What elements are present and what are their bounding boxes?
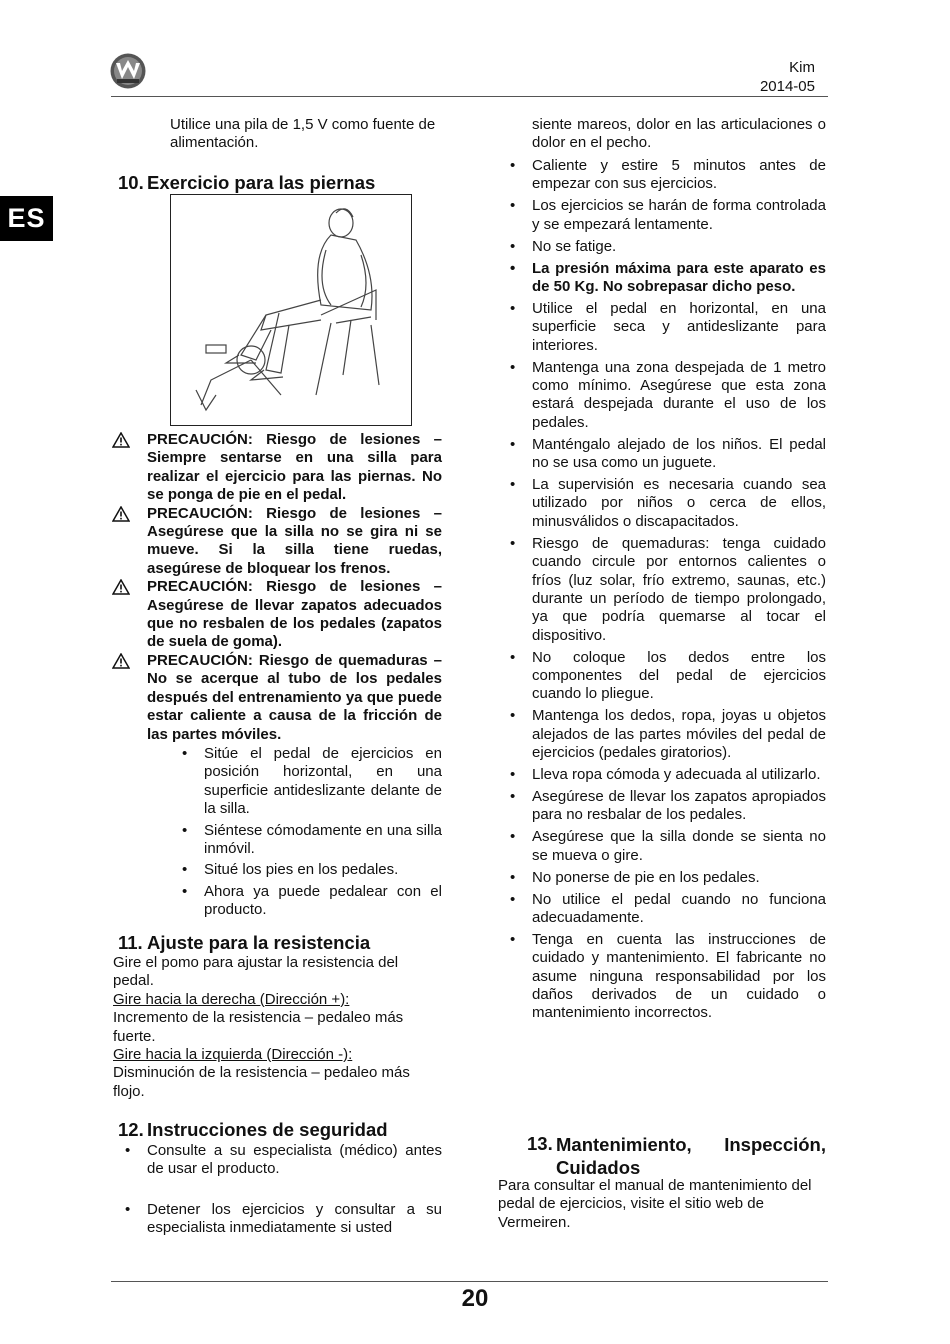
list-item: • Riesgo de quemaduras: tenga cuidado cuando circule por entornos calientes o fríos (luz solar, frío extremo, saunas, etc.) durante un período de tiempo prolongado, ya que podría quemarse al tocar el dispositivo. <box>532 535 826 645</box>
list-item: • La supervisión es necesaria cuando sea utilizado por niños o cerca de ellos, minusválidos o discapacitados. <box>532 476 826 531</box>
warning-item <box>147 505 442 579</box>
list-item: • Situé los pies en los pedales. <box>204 861 442 879</box>
section-10-heading <box>118 172 375 194</box>
warning-text: PRECAUCIÓN: Riesgo de lesiones – Asegúrese que la silla no se gira ni se mueve. Si la silla tiene ruedas, asegúrese de bloquear los frenos. <box>147 504 442 577</box>
list-item: • Mantenga una zona despejada de 1 metro como mínimo. Asegúrese que esta zona estará despejada durante el uso de los pedales. <box>532 359 826 433</box>
leg-exercise-illustration <box>170 194 412 426</box>
list-item: • Caliente y estire 5 minutos antes de empezar con sus ejercicios. <box>532 157 826 194</box>
left-direction-label: Gire hacia la izquierda (Dirección -): <box>113 1046 353 1064</box>
list-item: • Asegúrese que la silla donde se sienta no se mueva o gire. <box>532 828 826 865</box>
usage-steps-list <box>204 745 442 920</box>
list-item: • Mantenga los dedos, ropa, joyas u objetos alejados de las partes móviles del pedal de ejercicios (pedales giratorios). <box>532 707 826 762</box>
warning-triangle-icon <box>112 432 130 448</box>
list-item: • La presión máxima para este aparato es de 50 Kg. No sobrepasar dicho peso. <box>532 260 826 297</box>
list-item: • No utilice el pedal cuando no funciona adecuadamente. <box>532 891 826 928</box>
right-direction-label: Gire hacia la derecha (Dirección +): <box>113 990 350 1008</box>
section-number: 13. <box>527 1133 553 1154</box>
language-tab: ES <box>0 196 53 241</box>
section-number: 11. <box>118 932 143 953</box>
section-title: Ajuste para la resistencia <box>147 932 371 953</box>
footer-divider <box>111 1281 828 1282</box>
list-item: • Consulte a su especialista (médico) antes de usar el producto. <box>147 1142 442 1179</box>
list-item: • No coloque los dedos entre los componentes del pedal de ejercicios cuando lo pliegue. <box>532 649 826 704</box>
list-item: • No ponerse de pie en los pedales. <box>532 869 826 887</box>
list-item: • Asegúrese de llevar los zapatos apropiados para no resbalar de los pedales. <box>532 788 826 825</box>
safety-list-start <box>147 1142 442 1238</box>
warnings-block <box>147 431 442 744</box>
list-item: • Detener los ejercicios y consultar a su especialista inmediatamente si usted <box>147 1201 442 1238</box>
list-item: • Tenga en cuenta las instrucciones de cuidado y mantenimiento. El fabricante no asume ninguna responsabilidad por los daños derivados de un cuidado o mantenimiento incorrectos. <box>532 931 826 1023</box>
right-direction-text: Incremento de la resistencia – pedaleo más fuerte. <box>113 1009 404 1045</box>
list-item: • Utilice el pedal en horizontal, en una superficie seca y antideslizante para interiores. <box>532 300 826 355</box>
list-item: • Los ejercicios se harán de forma controlada y se empezará lentamente. <box>532 197 826 234</box>
header-name: Kim <box>789 59 815 76</box>
maintenance-text: Para consultar el manual de mantenimiento del pedal de ejercicios, visite el sitio web de Vermeiren. <box>498 1177 812 1231</box>
list-item: • Lleva ropa cómoda y adecuada al utilizarlo. <box>532 766 826 784</box>
section-number: 10. <box>118 172 144 193</box>
list-item: • Siéntese cómodamente en una silla inmóvil. <box>204 822 442 859</box>
brand-logo-icon <box>109 52 147 90</box>
list-item: • Ahora ya puede pedalear con el producto. <box>204 883 442 920</box>
section-11-heading <box>118 932 370 954</box>
warning-triangle-icon <box>112 653 130 669</box>
warning-triangle-icon <box>112 579 130 595</box>
header-divider <box>111 96 828 97</box>
list-item: • No se fatige. <box>532 238 826 256</box>
warning-item <box>147 652 442 744</box>
section-12-heading <box>118 1119 388 1141</box>
warning-item <box>147 578 442 652</box>
list-item: • Manténgalo alejado de los niños. El pedal no se usa como un juguete. <box>532 436 826 473</box>
warning-triangle-icon <box>112 506 130 522</box>
left-direction-text: Disminución de la resistencia – pedaleo más flojo. <box>113 1064 410 1100</box>
warning-text: PRECAUCIÓN: Riesgo de lesiones – Asegúrese de llevar zapatos adecuados que no resbalen de los pedales (zapatos de suela de goma). <box>147 578 442 651</box>
section-number: 12. <box>118 1119 144 1140</box>
resistance-section <box>113 954 443 1101</box>
warning-item <box>147 431 442 505</box>
section-title: Mantenimiento, Inspección, Cuidados <box>556 1134 826 1178</box>
battery-note: Utilice una pila de 1,5 V como fuente de alimentación. <box>170 116 436 152</box>
document-header <box>760 58 815 96</box>
warning-text: PRECAUCIÓN: Riesgo de lesiones – Siempre sentarse en una silla para realizar el ejercicio para las piernas. No se ponga de pie en el pedal. <box>147 431 442 504</box>
section-13-heading <box>527 1133 826 1179</box>
resistance-intro: Gire el pomo para ajustar la resistencia del pedal. <box>113 954 399 990</box>
header-date: 2014-05 <box>759 78 815 95</box>
warning-text: PRECAUCIÓN: Riesgo de quemaduras – No se acerque al tubo de los pedales después del entrenamiento ya que puede estar caliente a causa de la fricción de las partes móviles. <box>147 651 442 743</box>
page-number: 20 <box>461 1285 489 1312</box>
section-title: Exercicio para las piernas <box>147 172 376 193</box>
safety-continued-text: siente mareos, dolor en las articulaciones o dolor en el pecho. <box>532 116 826 152</box>
list-item: • Sitúe el pedal de ejercicios en posición horizontal, en una superficie antideslizante delante de la silla. <box>204 745 442 819</box>
section-title: Instrucciones de seguridad <box>147 1119 388 1140</box>
safety-list <box>532 157 826 1023</box>
